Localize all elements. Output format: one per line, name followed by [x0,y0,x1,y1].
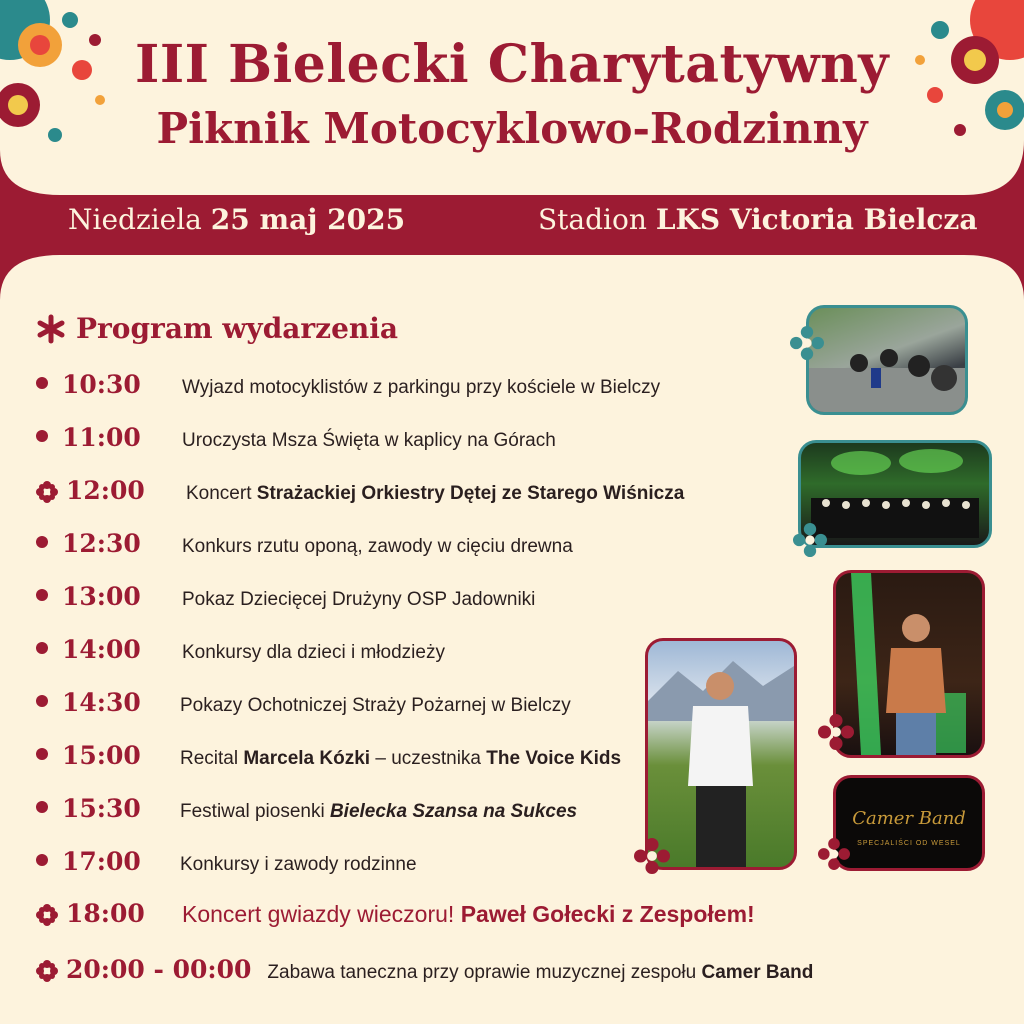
program-item [36,955,813,984]
bullet-icon [36,748,48,760]
bullet-icon [36,377,48,389]
bullet-icon [36,801,48,813]
flower-bullet-icon [36,481,58,503]
item-time: 11:00 [62,423,141,452]
item-text: Koncert gwiazdy wieczoru! Paweł Gołecki z Zespołem! [182,901,755,927]
singer-image-icon [836,573,982,755]
item-text: Wyjazd motocyklistów z parkingu przy kościele w Bielczy [182,377,661,398]
item-text: Festiwal piosenki Bielecka Szansa na Sukces [180,801,578,822]
item-time: 14:00 [62,635,141,664]
singer-mountains-image-icon [648,641,794,867]
red-flower-icon [818,838,850,870]
program-item [36,847,417,876]
program-item [36,370,660,399]
item-time: 18:00 [66,899,145,928]
program-item [36,529,573,558]
item-text: Uroczysta Msza Święta w kaplicy na Górach [182,430,556,451]
program-item [36,476,684,505]
photo-marcel-kozka [833,570,985,758]
item-time: 10:30 [62,370,141,399]
orchestra-image-icon [801,443,989,545]
item-time: 14:30 [62,688,141,717]
bullet-icon [36,589,48,601]
program-item-highlight [36,899,755,928]
bullet-icon [36,642,48,654]
item-time: 20:00 - 00:00 [66,955,252,984]
program-item [36,688,571,717]
item-time: 15:30 [62,794,141,823]
venue-prefix: Stadion [538,203,647,236]
program-heading [36,312,398,345]
date-prefix: Niedziela [68,203,202,236]
flower-bullet-icon [36,960,58,982]
program-item [36,635,445,664]
flower-bullet-icon [36,904,58,926]
venue-value: LKS Victoria Bielcza [655,203,978,236]
event-date [68,203,405,236]
red-flower-icon [818,714,854,750]
program-item [36,423,556,452]
teal-flower-icon [793,523,827,557]
asterisk-flower-icon [36,314,66,344]
bullet-icon [36,695,48,707]
program-item [36,741,621,770]
bullet-icon [36,854,48,866]
item-text: Konkursy dla dzieci i młodzieży [182,642,445,663]
item-text: Recital Marcela Kózki – uczestnika The Voice Kids [180,748,622,769]
event-venue [538,203,977,236]
item-time: 12:00 [66,476,145,505]
item-text: Pokaz Dziecięcej Drużyny OSP Jadowniki [182,589,536,610]
camer-band-logo [833,775,985,871]
photo-pawel-golecki [645,638,797,870]
photo-motorcyclists [806,305,968,415]
item-time: 15:00 [62,741,141,770]
red-flower-icon [634,838,670,874]
logo-tagline: SPECJALIŚCI OD WESEL [857,840,961,847]
item-text: Konkursy i zawody rodzinne [180,854,417,875]
item-time: 12:30 [62,529,141,558]
motorcycles-image-icon [809,308,965,412]
teal-flower-icon [790,326,824,360]
main-title: III Bielecki Charytatywny [135,34,889,95]
program-item [36,582,535,611]
item-text: Koncert Strażackiej Orkiestry Dętej ze Starego Wiśnicza [186,483,685,504]
bullet-icon [36,536,48,548]
logo-name: Camer Band [852,808,966,829]
sub-title: Piknik Motocyklowo-Rodzinny [156,104,868,153]
photo-orchestra [798,440,992,548]
item-text: Pokazy Ochotniczej Straży Pożarnej w Bielczy [180,695,571,716]
program-item [36,794,577,823]
item-time: 17:00 [62,847,141,876]
date-value: 25 maj 2025 [210,203,406,236]
item-text: Konkurs rzutu oponą, zawody w cięciu drewna [182,536,573,557]
item-time: 13:00 [62,582,141,611]
item-text: Zabawa taneczna przy oprawie muzycznej zespołu Camer Band [267,962,814,983]
bullet-icon [36,430,48,442]
program-heading-text: Program wydarzenia [76,312,399,345]
